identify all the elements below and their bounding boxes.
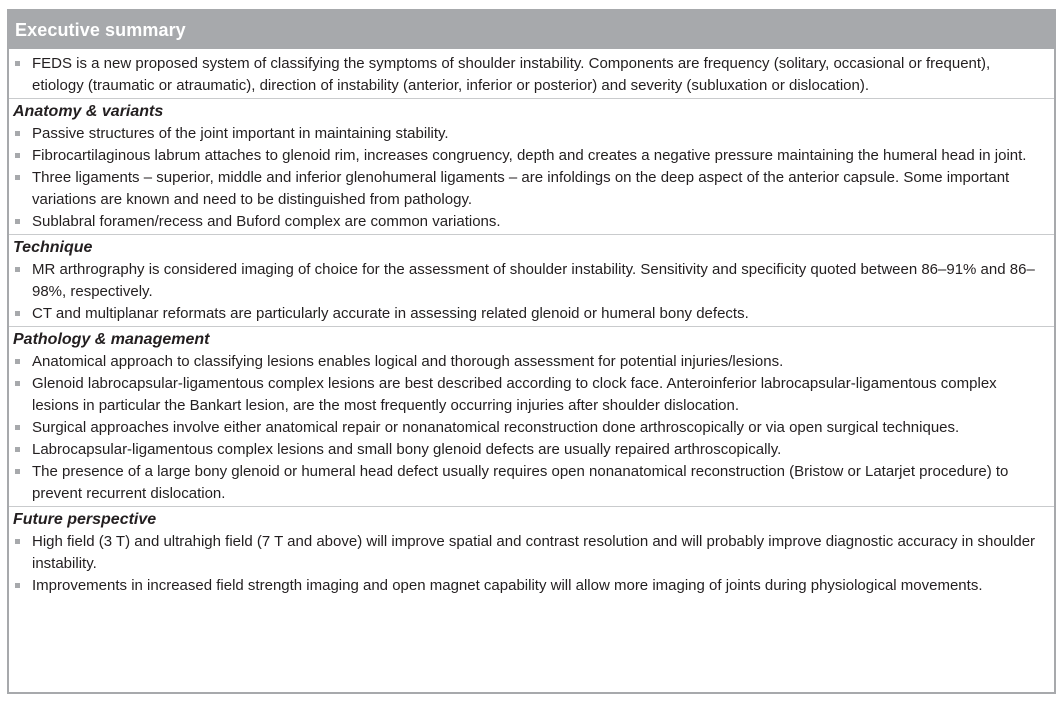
summary-title: Executive summary (15, 20, 186, 40)
section-heading: Future perspective (13, 511, 157, 528)
list-item: Labrocapsular-ligamentous complex lesions and small bony glenoid defects are usually repaired arthroscopically. (9, 439, 1054, 461)
bullet-square-icon (15, 539, 20, 544)
section-intro (9, 49, 1054, 98)
bullet-square-icon (15, 381, 20, 386)
section-heading: Technique (13, 239, 93, 256)
bullet-square-icon (15, 131, 20, 136)
section-heading: Pathology & management (13, 331, 210, 348)
list-item: Surgical approaches involve either anatomical repair or nonanatomical reconstruction done arthroscopically or via open surgical techniques. (9, 417, 1054, 439)
list-item: CT and multiplanar reformats are particularly accurate in assessing related glenoid or humeral bony defects. (9, 303, 1054, 325)
list-item: MR arthrography is considered imaging of choice for the assessment of shoulder instability. Sensitivity and specificity quoted between 86–91% and 86–98%, respectively. (9, 259, 1054, 303)
list-item: Anatomical approach to classifying lesions enables logical and thorough assessment for potential injuries/lesions. (9, 351, 1054, 373)
section-future-perspective (9, 506, 1054, 598)
summary-header (9, 11, 1054, 49)
list-item: Three ligaments – superior, middle and inferior glenohumeral ligaments – are infoldings on the deep aspect of the anterior capsule. Some important variations are known and need to be distinguished from pathology. (9, 167, 1054, 211)
list-item: Fibrocartilaginous labrum attaches to glenoid rim, increases congruency, depth and creates a negative pressure maintaining the humeral head in joint. (9, 145, 1054, 167)
bullet-square-icon (15, 311, 20, 316)
list-item: Passive structures of the joint important in maintaining stability. (9, 123, 1054, 145)
bullet-square-icon (15, 447, 20, 452)
bullet-square-icon (15, 219, 20, 224)
bullet-square-icon (15, 359, 20, 364)
section-pathology-management (9, 326, 1054, 506)
list-item: Glenoid labrocapsular-ligamentous complex lesions are best described according to clock face. Anteroinferior labrocapsular-ligamentous complex lesions in particular the Bankart lesion, are the most frequently occurring injuries after shoulder dislocation. (9, 373, 1054, 417)
technique-list (9, 259, 1054, 325)
intro-list (9, 53, 1054, 97)
section-anatomy-variants (9, 98, 1054, 234)
section-technique (9, 234, 1054, 326)
bullet-square-icon (15, 61, 20, 66)
list-item: The presence of a large bony glenoid or humeral head defect usually requires open nonanatomical reconstruction (Bristow or Latarjet procedure) to prevent recurrent dislocation. (9, 461, 1054, 505)
list-item: Improvements in increased field strength imaging and open magnet capability will allow more imaging of joints during physiological movements. (9, 575, 1054, 597)
bullet-square-icon (15, 175, 20, 180)
anatomy-list (9, 123, 1054, 233)
section-heading: Anatomy & variants (13, 103, 164, 120)
list-item: High field (3 T) and ultrahigh field (7 T and above) will improve spatial and contrast resolution and will probably improve diagnostic accuracy in shoulder instability. (9, 531, 1054, 575)
future-list (9, 531, 1054, 597)
bullet-square-icon (15, 469, 20, 474)
bullet-square-icon (15, 425, 20, 430)
bullet-square-icon (15, 267, 20, 272)
list-item: Sublabral foramen/recess and Buford complex are common variations. (9, 211, 1054, 233)
executive-summary-box (7, 9, 1056, 694)
bullet-square-icon (15, 583, 20, 588)
list-item: FEDS is a new proposed system of classifying the symptoms of shoulder instability. Components are frequency (solitary, occasional or frequent), etiology (traumatic or atraumatic), direction of instability (anterior, inferior or posterior) and severity (subluxation or dislocation). (9, 53, 1054, 97)
pathology-list (9, 351, 1054, 505)
bullet-square-icon (15, 153, 20, 158)
